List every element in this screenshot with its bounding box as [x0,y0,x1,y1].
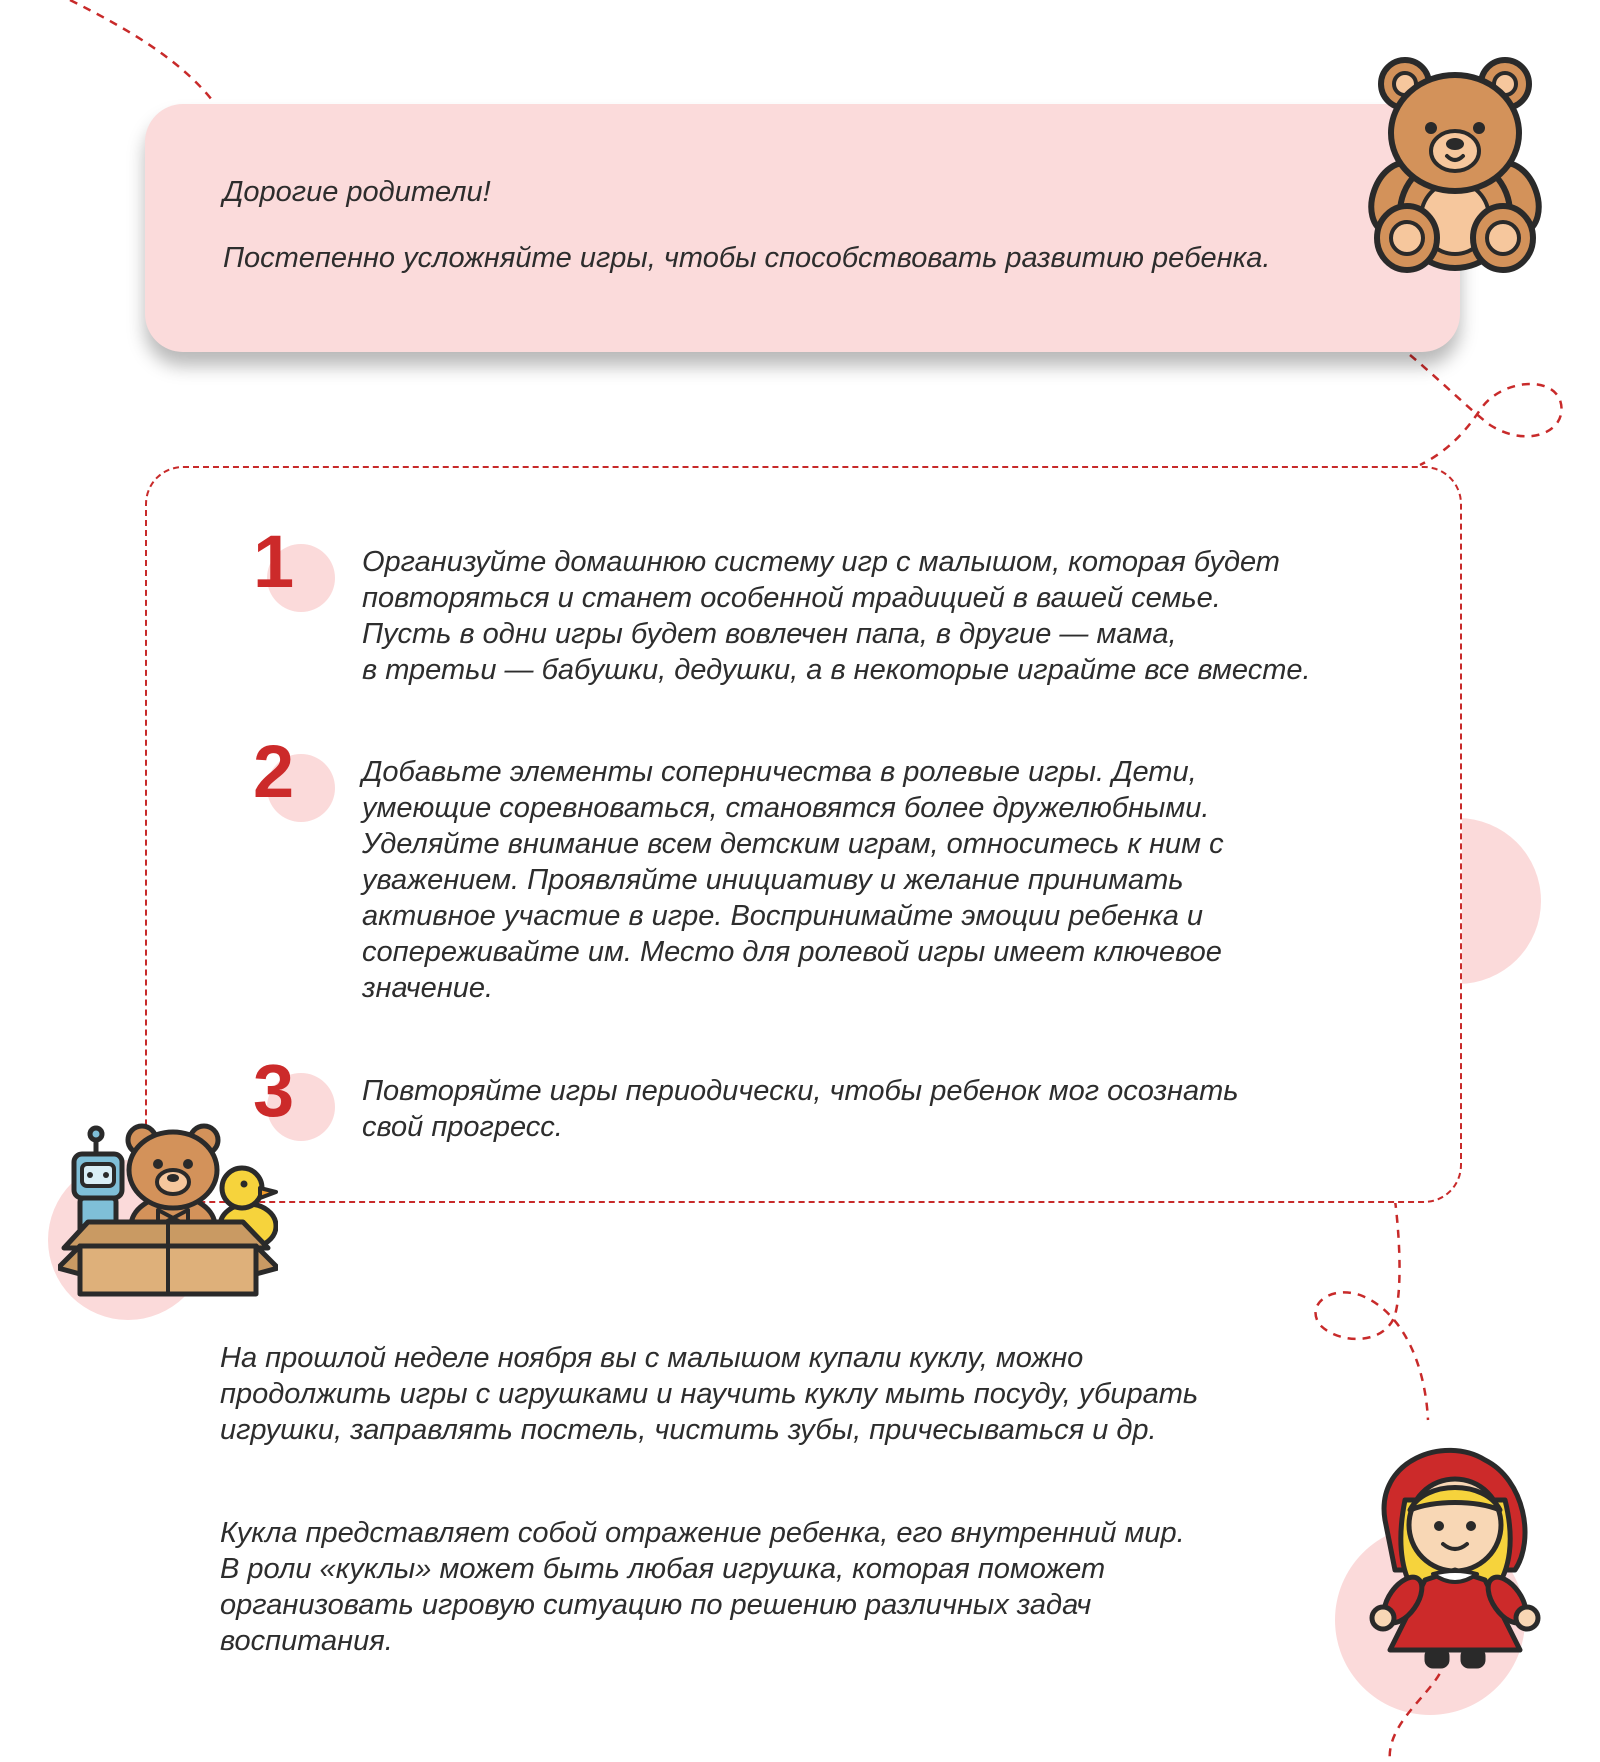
note-text: Постепенно усложняйте игры, чтобы способствовать развитию ребенка. [223,242,1271,274]
steps-box [145,466,1462,1203]
step-number-badge [253,730,339,824]
teddy-bear-icon [1365,48,1545,273]
step-text: Добавьте элементы соперничества в ролевые игры. Дети, умеющие соревноваться, становятся более дружелюбными. Уделяйте внимание всем детским играм, относитесь к ним с уважением. Проявляйте инициативу и желание принимать активное участие в игре. Воспринимайте эмоции ребенка и сопереживайте им. Место для ролевой игры имеет ключевое значение. [362,756,1224,1004]
step-number-badge [253,520,339,614]
step-number: 2 [253,730,295,813]
paragraph-doll-meaning: Кукла представляет собой отражение ребенка, его внутренний мир. В роли «куклы» может быть любая игрушка, которая поможет организовать игровую ситуацию по решению различных задач воспитания. [220,1517,1185,1657]
parents-note-card [145,104,1460,352]
note-greeting: Дорогие родители! [223,176,491,208]
step-number: 3 [253,1049,295,1132]
step-text: Повторяйте игры периодически, чтобы ребенок мог осознать свой прогресс. [362,1075,1239,1143]
toy-box-icon [58,1118,278,1298]
step-number: 1 [253,520,295,603]
doll-icon [1355,1440,1555,1670]
paragraph-doll-games: На прошлой неделе ноября вы с малышом купали куклу, можно продолжить игры с игрушками и научить куклу мыть посуду, убирать игрушки, заправлять постель, чистить зубы, причесываться и др. [220,1342,1199,1446]
step-text: Организуйте домашнюю систему игр с малышом, которая будет повторяться и станет особенной традицией в вашей семье. Пусть в одни игры будет вовлечен папа, в другие — мама, в третьи — бабушки, дедушки, а в некоторые играйте все вместе. [362,546,1311,686]
